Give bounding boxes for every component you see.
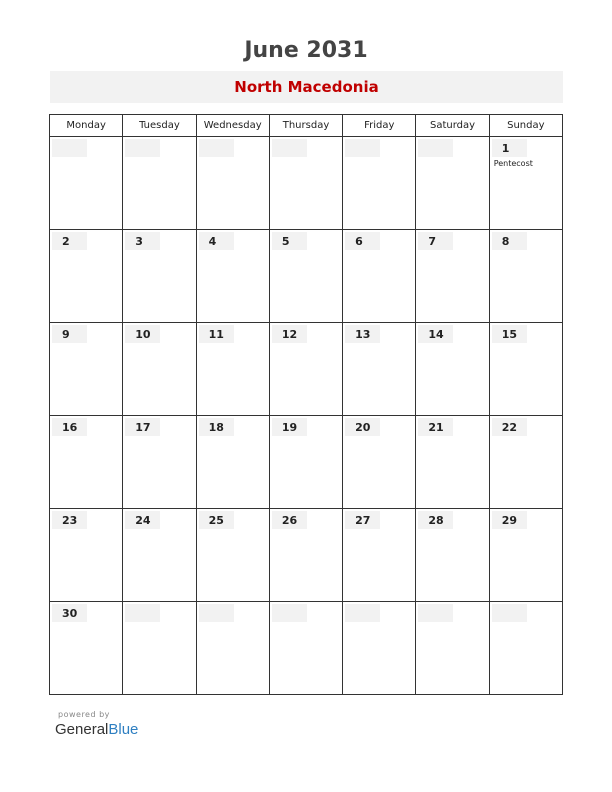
- week-row: [50, 137, 563, 230]
- day-number: 4: [208, 235, 217, 248]
- day-cell[interactable]: [123, 509, 196, 602]
- day-number: 25: [208, 514, 224, 527]
- day-cell[interactable]: [269, 416, 342, 509]
- day-cell[interactable]: [123, 602, 196, 695]
- day-number: 11: [208, 328, 224, 341]
- day-cell[interactable]: [50, 509, 123, 602]
- day-number: 9: [62, 328, 70, 341]
- day-cell[interactable]: [196, 509, 269, 602]
- day-cell[interactable]: [343, 137, 416, 230]
- day-number: 15: [501, 328, 517, 341]
- day-cell[interactable]: [50, 602, 123, 695]
- day-number: 12: [281, 328, 298, 341]
- day-cell[interactable]: [416, 323, 489, 416]
- generalblue-logo[interactable]: [55, 721, 138, 738]
- powered-by-text: powered by: [58, 710, 110, 719]
- calendar-grid: [49, 114, 563, 695]
- day-number: 3: [135, 235, 143, 248]
- holiday-label: Pentecost: [493, 159, 533, 168]
- day-number-box: [418, 139, 453, 157]
- day-cell[interactable]: [489, 416, 562, 509]
- day-number: 22: [501, 421, 517, 434]
- day-cell[interactable]: [416, 137, 489, 230]
- day-cell[interactable]: [123, 137, 196, 230]
- day-cell[interactable]: [196, 137, 269, 230]
- day-cell[interactable]: [343, 323, 416, 416]
- day-number: 28: [428, 514, 444, 527]
- day-number: 6: [355, 235, 363, 248]
- weekday-sunday: Sunday: [489, 115, 562, 137]
- weekday-tuesday: Tuesday: [123, 115, 196, 137]
- day-number-box: [272, 604, 307, 622]
- day-cell[interactable]: [196, 230, 269, 323]
- day-number: 18: [208, 421, 224, 434]
- day-cell[interactable]: [489, 509, 562, 602]
- day-number: 20: [355, 421, 371, 434]
- week-row: [50, 602, 563, 695]
- day-number: 10: [135, 328, 151, 341]
- day-cell[interactable]: [489, 602, 562, 695]
- day-cell[interactable]: [489, 230, 562, 323]
- weekday-monday: Monday: [50, 115, 123, 137]
- day-cell[interactable]: [343, 602, 416, 695]
- day-cell[interactable]: [416, 602, 489, 695]
- day-number-box: [418, 604, 453, 622]
- week-row: [50, 509, 563, 602]
- day-number: 17: [135, 421, 151, 434]
- day-cell[interactable]: [50, 323, 123, 416]
- day-number: 21: [428, 421, 444, 434]
- day-number: 26: [281, 514, 298, 527]
- day-number-box: [272, 139, 307, 157]
- day-cell[interactable]: [123, 230, 196, 323]
- day-number: 24: [135, 514, 151, 527]
- weekday-saturday: Saturday: [416, 115, 489, 137]
- day-cell[interactable]: [343, 230, 416, 323]
- day-cell[interactable]: [269, 137, 342, 230]
- day-cell[interactable]: [489, 137, 562, 230]
- week-row: [50, 416, 563, 509]
- day-number-box: [199, 139, 234, 157]
- week-row: [50, 230, 563, 323]
- day-cell[interactable]: [196, 602, 269, 695]
- weekday-wednesday: Wednesday: [196, 115, 269, 137]
- day-cell[interactable]: [50, 137, 123, 230]
- day-cell[interactable]: [269, 323, 342, 416]
- day-number: 27: [355, 514, 371, 527]
- weekday-header-row: [50, 115, 563, 137]
- day-cell[interactable]: [123, 416, 196, 509]
- brand-blue-text: Blue: [108, 721, 139, 738]
- day-cell[interactable]: [269, 602, 342, 695]
- day-cell[interactable]: [269, 509, 342, 602]
- day-number-box: [345, 604, 380, 622]
- day-number-box: [199, 604, 234, 622]
- day-number-box: [492, 604, 527, 622]
- country-name: North Macedonia: [234, 78, 379, 96]
- day-cell[interactable]: [50, 230, 123, 323]
- day-number-box: [345, 139, 380, 157]
- week-row: [50, 323, 563, 416]
- day-number: 2: [62, 235, 70, 248]
- day-number: 7: [428, 235, 437, 248]
- brand-general-text: General: [55, 721, 109, 738]
- day-cell[interactable]: [416, 509, 489, 602]
- day-cell[interactable]: [343, 509, 416, 602]
- day-cell[interactable]: [196, 416, 269, 509]
- day-cell[interactable]: [416, 416, 489, 509]
- day-number: 14: [428, 328, 444, 341]
- day-number: 13: [355, 328, 371, 341]
- day-cell[interactable]: [196, 323, 269, 416]
- day-number: 16: [62, 421, 78, 434]
- weekday-friday: Friday: [343, 115, 416, 137]
- day-cell[interactable]: [489, 323, 562, 416]
- day-number-box: [125, 604, 160, 622]
- day-cell[interactable]: [343, 416, 416, 509]
- day-number: 30: [62, 607, 78, 620]
- day-number: 23: [62, 514, 78, 527]
- calendar-title: June 2031: [244, 38, 368, 63]
- day-cell[interactable]: [123, 323, 196, 416]
- day-number: 1: [501, 142, 510, 155]
- day-number: 5: [281, 235, 290, 248]
- day-cell[interactable]: [269, 230, 342, 323]
- day-number-box: [52, 139, 87, 157]
- day-number: 8: [501, 235, 510, 248]
- day-number: 19: [281, 421, 298, 434]
- day-cell[interactable]: [50, 416, 123, 509]
- country-banner: [50, 71, 563, 103]
- day-number: 29: [501, 514, 517, 527]
- day-cell[interactable]: [416, 230, 489, 323]
- day-number-box: [125, 139, 160, 157]
- weekday-thursday: Thursday: [269, 115, 342, 137]
